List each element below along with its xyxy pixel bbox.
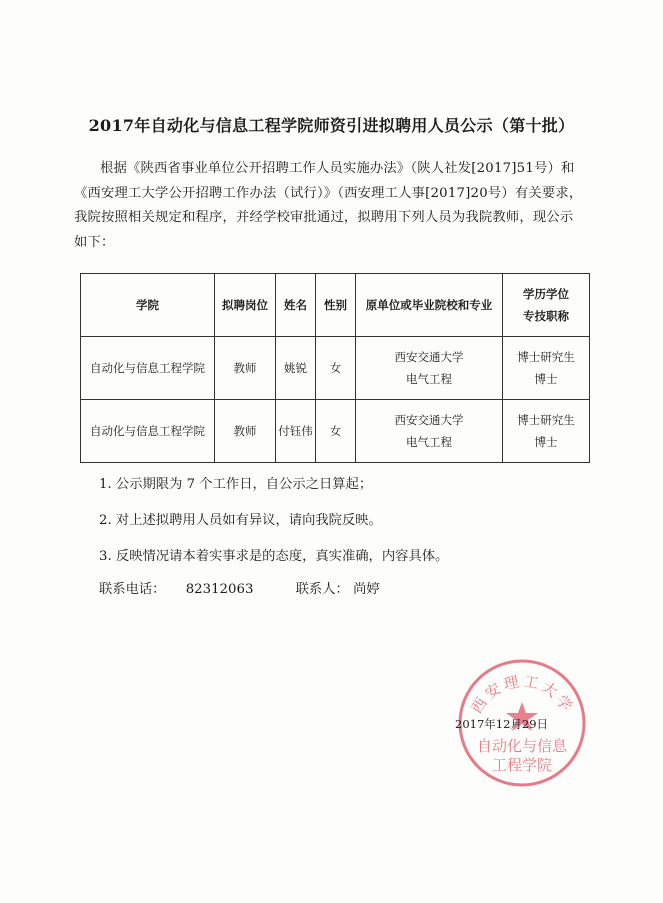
cell-school: 西安交通大学 [394, 350, 464, 364]
cell-degree-title: 博士 [534, 435, 558, 449]
cell-major: 电气工程 [406, 372, 452, 386]
cell-origin [356, 337, 503, 400]
cell-major: 电气工程 [406, 435, 452, 449]
phone-number: 82312063 [185, 582, 254, 597]
seal-top-text: 西安理工大学 [467, 672, 578, 717]
seal-bottom-line1: 自动化与信息 [476, 737, 568, 755]
cell-degree-title: 博士 [534, 372, 558, 386]
header-origin: 原单位或毕业院校和专业 [356, 274, 503, 337]
contact-line [99, 578, 380, 602]
document-date: 2017年12月29日 [455, 717, 549, 731]
page-title: 2017年自动化与信息工程学院师资引进拟聘用人员公示（第十批） [88, 116, 575, 135]
header-degree [503, 274, 590, 337]
paragraph-line: 根据《陕西省事业单位公开招聘工作人员实施办法》（陕人社发[2017]51号）和 [100, 161, 575, 176]
contact-person-label: 联系人： [295, 582, 349, 597]
cell-education: 博士研究生 [517, 413, 575, 427]
cell-position: 教师 [215, 400, 276, 463]
cell-degree [503, 400, 590, 463]
paragraph-line: 《西安理工大学公开招聘工作办法（试行）》（西安理工人事[2017]20号）有关要求， [74, 185, 583, 201]
cell-education: 博士研究生 [517, 350, 575, 364]
cell-degree [503, 337, 590, 400]
header-gender: 性别 [316, 274, 356, 337]
paragraph-line: 如下： [74, 234, 115, 250]
note-item: 2. 对上述拟聘用人员如有异议，请向我院反映。 [99, 513, 382, 528]
cell-gender: 女 [316, 337, 356, 400]
header-name: 姓名 [276, 274, 316, 337]
header-degree-line1: 学历学位 [523, 287, 569, 301]
table-header-row [81, 274, 590, 337]
header-position: 拟聘岗位 [215, 274, 276, 337]
cell-position: 教师 [215, 337, 276, 400]
table-row [81, 400, 590, 463]
intro-paragraph [74, 157, 594, 255]
cell-name: 姚锐 [276, 337, 316, 400]
cell-school: 西安交通大学 [394, 413, 464, 427]
seal-bottom-line2: 工程学院 [491, 756, 553, 774]
note-item: 3. 反映情况请本着实事求是的态度，真实准确，内容具体。 [99, 549, 449, 564]
notes-list [99, 467, 448, 575]
phone-label: 联系电话： [99, 582, 166, 597]
cell-gender: 女 [316, 400, 356, 463]
contact-person-name: 尚婷 [353, 582, 380, 597]
table-row [81, 337, 590, 400]
header-college: 学院 [81, 274, 215, 337]
note-item: 1. 公示期限为 7 个工作日，自公示之日算起； [99, 477, 373, 492]
hiring-table [80, 273, 590, 463]
cell-origin [356, 400, 503, 463]
cell-name: 付钰伟 [276, 400, 316, 463]
header-degree-line2: 专技职称 [523, 309, 569, 323]
cell-college: 自动化与信息工程学院 [81, 337, 215, 400]
paragraph-line: 我院按照相关规定和程序，并经学校审批通过，拟聘用下列人员为我院教师，现公示 [74, 210, 574, 225]
cell-college: 自动化与信息工程学院 [81, 400, 215, 463]
